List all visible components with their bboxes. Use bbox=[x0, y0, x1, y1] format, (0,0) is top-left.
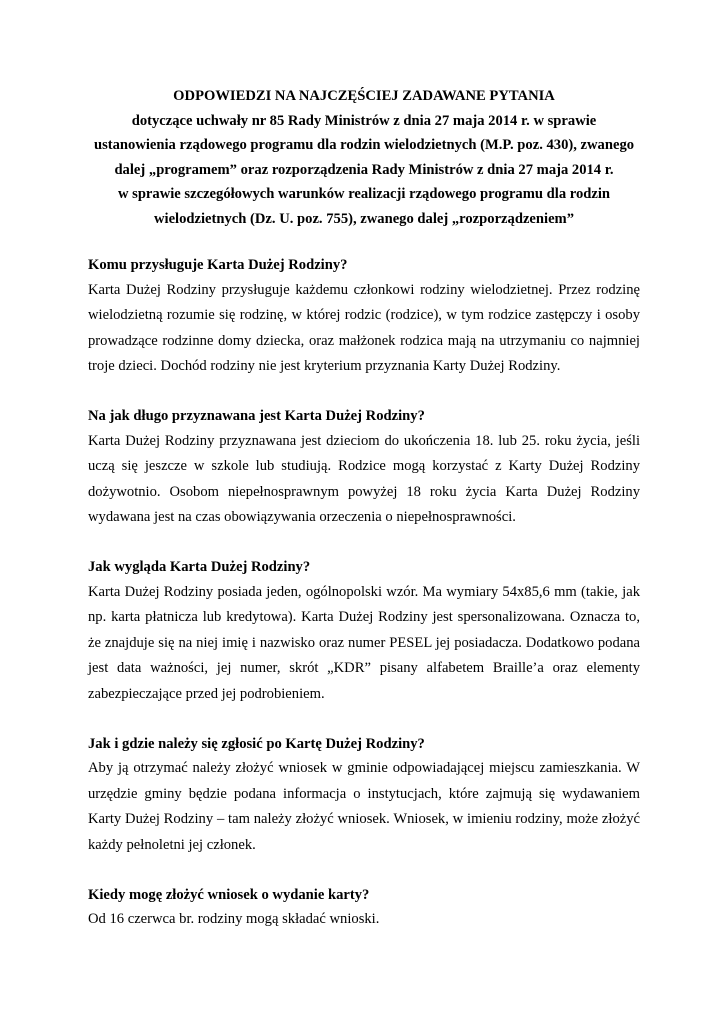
faq-item bbox=[88, 555, 640, 707]
heading-title: ODPOWIEDZI NA NAJCZĘŚCIEJ ZADAWANE PYTANIA bbox=[173, 88, 555, 104]
heading-subtitle-line: wielodzietnych (Dz. U. poz. 755), zwanego dalej „rozporządzeniem” bbox=[153, 210, 575, 227]
document-heading bbox=[88, 84, 640, 231]
faq-answer: Karta Dużej Rodziny przyznawana jest dzieciom do ukończenia 18. lub 25. roku życia, jeśli uczą się jeszcze w szkole lub studiują. Rodzice mogą korzystać z Karty Dużej Rodziny dożywotnio. Osobom niepełnosprawnym powyżej 18 roku życia Karta Dużej Rodziny wydawana jest na czas obowiązywania orzeczenia o niepełnosprawności. bbox=[88, 432, 640, 525]
faq-item bbox=[88, 732, 640, 859]
faq-question: Na jak długo przyznawana jest Karta Dużej Rodziny? bbox=[88, 408, 425, 424]
heading-subtitle-line: ustanowienia rządowego programu dla rodzin wielodzietnych (M.P. poz. 430), zwanego bbox=[93, 137, 635, 153]
faq-answer: Karta Dużej Rodziny przysługuje każdemu członkowi rodziny wielodzietnej. Przez rodzinę wielodzietną rozumie się rodzinę, w której rodzic (rodzice), w tym rodzice zastępczy i osoby prowadzące rodzinne domy dziecka, oraz małżonek rodzica mają na utrzymaniu co najmniej troje dzieci. Dochód rodziny nie jest kryterium przyznania Karty Dużej Rodziny. bbox=[88, 281, 640, 374]
heading-subtitle-line: w sprawie szczegółowych warunków realizacji rządowego programu dla rodzin bbox=[117, 186, 611, 202]
faq-item bbox=[88, 404, 640, 531]
heading-subtitle-line: dalej „programem” oraz rozporządzenia Rady Ministrów z dnia 27 maja 2014 r. bbox=[114, 161, 614, 178]
faq-item bbox=[88, 253, 640, 380]
heading-subtitle-line: dotyczące uchwały nr 85 Rady Ministrów z dnia 27 maja 2014 r. w sprawie bbox=[131, 112, 597, 129]
faq-question: Komu przysługuje Karta Dużej Rodziny? bbox=[88, 257, 348, 273]
faq-question: Kiedy mogę złożyć wniosek o wydanie karty? bbox=[88, 886, 370, 903]
faq-answer: Karta Dużej Rodziny posiada jeden, ogólnopolski wzór. Ma wymiary 54x85,6 mm (takie, jak np. karta płatnicza lub kredytowa). Karta Dużej Rodziny jest spersonalizowana. Oznacza to, że znajduje się na niej imię i nazwisko oraz numer PESEL jej posiadacza. Dodatkowo podana jest data ważności, jej numer, skrót „KDR” pisany alfabetem Braille’a oraz elementy zabezpieczające przed jej podrobieniem. bbox=[88, 583, 640, 702]
faq-question: Jak i gdzie należy się zgłosić po Kartę Dużej Rodziny? bbox=[88, 735, 425, 752]
faq-question: Jak wygląda Karta Dużej Rodziny? bbox=[88, 559, 311, 575]
faq-answer: Od 16 czerwca br. rodziny mogą składać wnioski. bbox=[88, 911, 380, 927]
faq-answer: Aby ją otrzymać należy złożyć wniosek w gminie odpowiadającej miejscu zamieszkania. W urzędzie gminy będzie podana informacja o instytucjach, które zajmują się wydawaniem Karty Dużej Rodziny – tam należy złożyć wniosek. Wniosek, w imieniu rodziny, może złożyć każdy pełnoletni jej członek. bbox=[88, 760, 640, 853]
faq-list bbox=[88, 253, 640, 933]
faq-item bbox=[88, 883, 640, 933]
